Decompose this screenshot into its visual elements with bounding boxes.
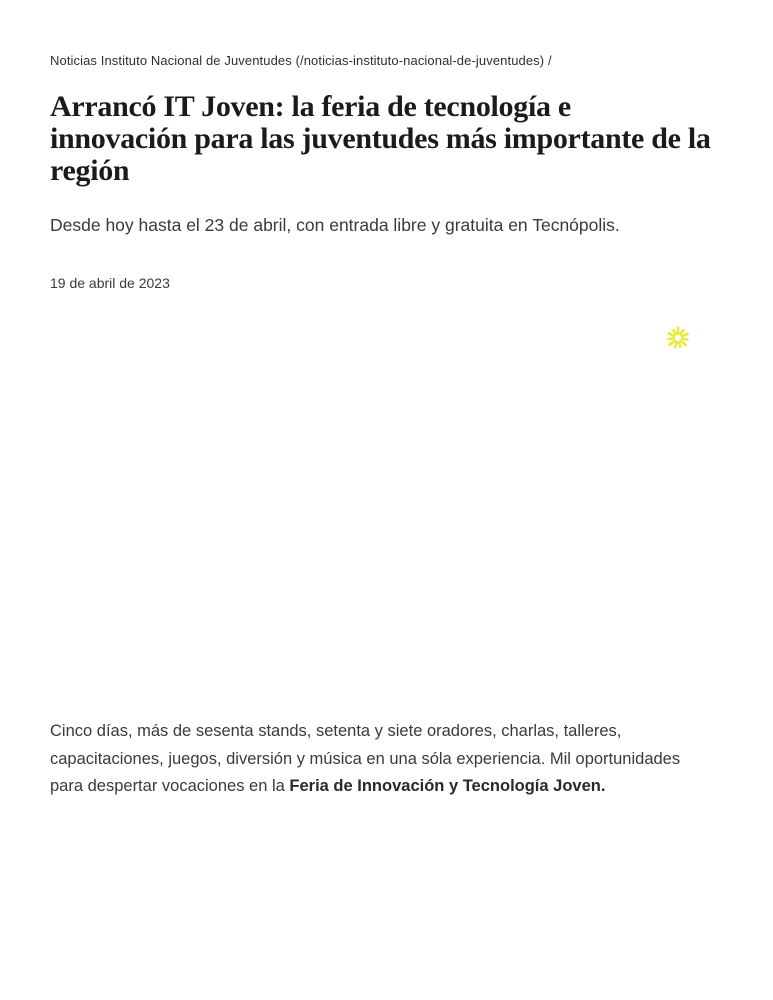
article-date: 19 de abril de 2023	[50, 275, 170, 291]
article-image-placeholder	[90, 302, 683, 702]
loading-spinner-icon	[664, 324, 692, 352]
page-title: Arrancó IT Joven: la feria de tecnología e innovación para las juventudes más importante de la región	[50, 90, 711, 187]
breadcrumb-link-noticias[interactable]	[50, 53, 544, 68]
breadcrumb-link-url: (/noticias-instituto-nacional-de-juventudes)	[295, 53, 545, 68]
article-subtitle: Desde hoy hasta el 23 de abril, con entrada libre y gratuita en Tecnópolis.	[50, 215, 620, 235]
breadcrumb	[50, 53, 723, 69]
article-body-text: Cinco días, más de sesenta stands, setenta y siete oradores, charlas, talleres, capacitaciones, juegos, diversión y música en una sóla experiencia. Mil oportunidades para despertar vocaciones en la	[50, 722, 681, 795]
breadcrumb-link-label: Noticias Instituto Nacional de Juventudes	[50, 53, 292, 68]
breadcrumb-separator: /	[547, 53, 552, 68]
article-body	[50, 718, 710, 801]
article-body-bold: Feria de Innovación y Tecnología Joven.	[289, 777, 606, 795]
